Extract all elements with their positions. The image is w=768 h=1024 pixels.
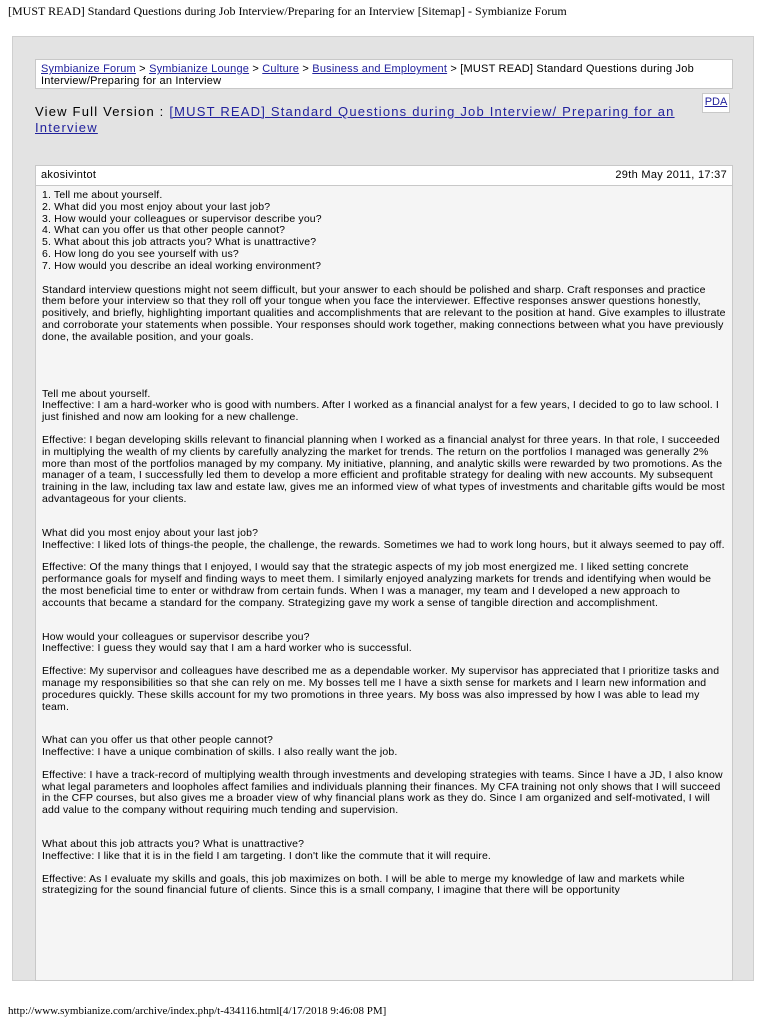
breadcrumb-separator: > — [139, 63, 146, 75]
post-author: akosivintot — [41, 169, 97, 181]
question-list — [42, 190, 726, 273]
ineffective-answer: Ineffective: I like that it is in the field I am targeting. I don't like the commute that it will require. — [42, 849, 491, 862]
section-question: What about this job attracts you? What is unattractive? — [42, 838, 305, 851]
post — [35, 165, 733, 981]
post-date: 29th May 2011, 17:37 — [615, 169, 727, 181]
list-item: 7. How would you describe an ideal working environment? — [42, 259, 322, 272]
list-item: 3. How would your colleagues or supervisor describe you? — [42, 212, 322, 225]
breadcrumb-separator: > — [450, 63, 458, 75]
full-version-link[interactable]: [MUST READ] Standard Questions during Job Interview/ Preparing for an Interview — [35, 104, 675, 135]
full-version-heading — [35, 104, 685, 136]
print-page-footer: http://www.symbianize.com/archive/index.php/t-434116.html[4/17/2018 9:46:08 PM] — [8, 1005, 387, 1017]
ineffective-answer: Ineffective: I guess they would say that I am a hard worker who is successful. — [42, 642, 412, 655]
list-item: 4. What can you offer us that other people cannot? — [42, 224, 286, 237]
breadcrumb-link-business[interactable]: Business and Employment — [312, 63, 448, 75]
effective-answer: Effective: As I evaluate my skills and goals, this job maximizes on both. I will be able to merge my knowledge of law and markets while strategizing for the sound financial future of clients. Since this is a small company, I imagine that there will be opportunity — [42, 872, 685, 897]
list-item: 1. Tell me about yourself. — [42, 189, 163, 201]
breadcrumb-link-forum[interactable]: Symbianize Forum — [41, 63, 136, 75]
section-question: Tell me about yourself. — [42, 387, 151, 400]
print-page-title: [MUST READ] Standard Questions during Job Interview/Preparing for an Interview [Sitemap] - Symbianize Forum — [8, 4, 567, 18]
list-item: 5. What about this job attracts you? What is unattractive? — [42, 236, 317, 249]
breadcrumb-link-culture[interactable]: Culture — [262, 63, 300, 75]
section-question: What can you offer us that other people cannot? — [42, 734, 274, 747]
effective-answer: Effective: I began developing skills relevant to financial planning when I worked as a financial analyst for three years. In that role, I succeeded in multiplying the wealth of my clients by carefully analyzing the market for trends. The return on the portfolios I managed was generally 2% more than most of the portfolios managed by my company. My initiative, planning, and analytic skills were rewarded by two promotions. As the manager of a team, I successfully led them to develop a more efficient and profitable strategy for dealing with new accounts. My subsequent training in the law, including tax law and estate law, gives me an informed view of what types of investments and charitable gifts would be most advantageous for your clients. — [42, 433, 725, 505]
breadcrumb-separator: > — [252, 63, 259, 75]
ineffective-answer: Ineffective: I liked lots of things-the people, the challenge, the rewards. Sometimes we had to work long hours, but it always seemed to pay off. — [42, 538, 725, 551]
list-item: 6. How long do you see yourself with us? — [42, 247, 239, 260]
effective-answer: Effective: Of the many things that I enjoyed, I would say that the strategic aspects of my job most energized me. I liked setting concrete performance goals for myself and finding ways to meet them. I similarly enjoyed analyzing markets for trends and identifying when would be the most beneficial time to enter or withdraw from certain funds. When I was a manager, my team and I developed a new approach to accounts that became a standard for the company. Strategizing gave my work a sense of tangible direction and accomplishment. — [42, 561, 712, 609]
list-item: 2. What did you most enjoy about your last job? — [42, 200, 271, 213]
breadcrumb-current: [MUST READ] Standard Questions during Job Interview/Preparing for an Interview — [41, 63, 694, 87]
post-body — [36, 186, 732, 912]
pda-link[interactable]: PDA — [702, 93, 730, 113]
intro-paragraph: Standard interview questions might not seem difficult, but your answer to each should be polished and sharp. Craft responses and practice them before your interview so that they roll off your tongue when you face the interviewer. Effective responses answer questions honestly, positively, and briefly, highlighting important qualities and accomplishments that are relevant to the position at hand. Give examples to illustrate and corroborate your statements when possible. Your responses should work together, making connections between what you have previously done, the available position, and your goals. — [42, 283, 726, 343]
full-version-label: View Full Version : — [35, 104, 165, 119]
breadcrumb — [35, 59, 733, 89]
breadcrumb-separator: > — [302, 63, 310, 75]
post-header — [36, 166, 732, 186]
ineffective-answer: Ineffective: I am a hard-worker who is good with numbers. After I worked as a financial analyst for a few years, I decided to go to law school. I just finished and now am looking for a new challenge. — [42, 399, 719, 424]
breadcrumb-link-lounge[interactable]: Symbianize Lounge — [149, 63, 250, 75]
effective-answer: Effective: My supervisor and colleagues have described me as a dependable worker. My supervisor has appreciated that I prioritize tasks and manage my responsibilities so that she can rely on me. My bosses tell me I have a sixth sense for markets and I learn new information and procedures quickly. These skills account for my two promotions in three years. My boss was also impressed by how I was able to lead my team. — [42, 665, 720, 713]
effective-answer: Effective: I have a track-record of multiplying wealth through investments and developing strategies with teams. Since I have a JD, I also know what legal parameters and loopholes affect families and individuals planning their finances. My CFA training not only shows that I will succeed in the CFP courses, but also gives me a broader view of why financial plans work as they do. Since I am organized and self-motivated, I will add value to the company without requiring much tending and supervision. — [42, 768, 723, 817]
ineffective-answer: Ineffective: I have a unique combination of skills. I also really want the job. — [42, 746, 398, 759]
section-question: How would your colleagues or supervisor describe you? — [42, 630, 310, 643]
section-question: What did you most enjoy about your last job? — [42, 526, 259, 539]
